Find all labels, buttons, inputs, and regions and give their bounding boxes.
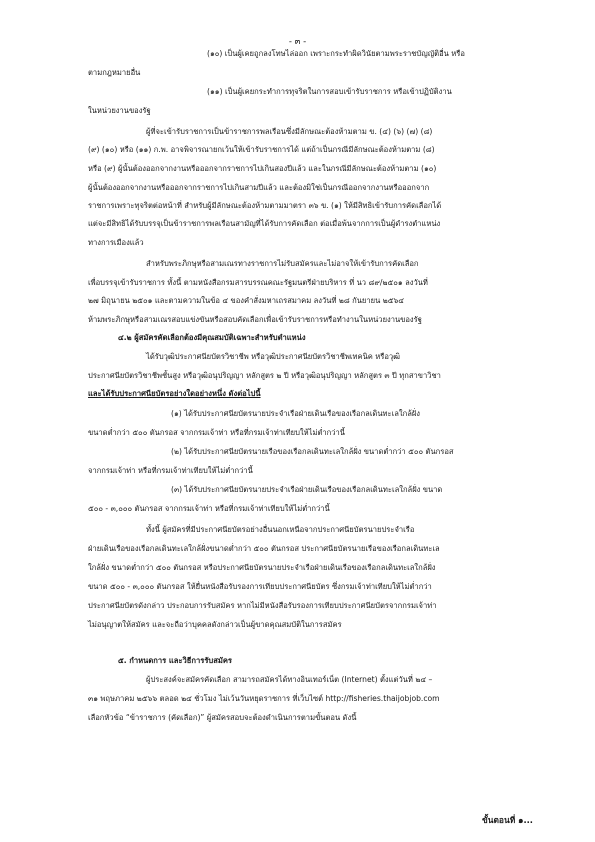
text-line: ผู้ประสงค์จะสมัครคัดเลือก สามารถสมัครได้ทางอินเทอร์เน็ต (Internet) ตั้งแต่วันที่ ๒๔ – — [146, 675, 433, 684]
text-line: ๓๑ พฤษภาคม ๒๕๖๖ ตลอด ๒๔ ชั่วโมง ไม่เว้นวันหยุดราชการ ที่เว็บไซต์ http://fisheries.thaijobjob.com — [88, 694, 440, 703]
text-line: ขนาดต่ำกว่า ๕๐๐ ตันกรอส จากกรมเจ้าท่า หรือที่กรมเจ้าท่าเทียบให้ไม่ต่ำกว่านี้ — [88, 428, 345, 437]
text-line: ในหน่วยงานของรัฐ — [88, 106, 151, 115]
text-line: ผู้ที่จะเข้ารับราชการเป็นข้าราชการพลเรือนซึ่งมีลักษณะต้องห้ามตาม ข. (๔) (๖) (๗) (๘) — [146, 127, 433, 136]
text-line: ผู้นั้นต้องออกจากงานหรือออกจากราชการไปเกินสามปีแล้ว และต้องมิใช่เป็นกรณีออกจากงานหรือออกจาก — [88, 183, 430, 192]
text-line: ห้ามพระภิกษุหรือสามเณรสอบแข่งขันหรือสอบคัดเลือกเพื่อเข้ารับราชการหรือทำงานในหน่วยงานของรัฐ — [88, 315, 422, 324]
text-line: ขนาด ๕๐๐ - ๓,๐๐๐ ตันกรอส ให้ยื่นหนังสือรับรองการเทียบประกาศนียบัตร ซึ่งกรมเจ้าท่าเทียบให้ไม่ต่ำกว่า — [88, 582, 432, 591]
section-heading: ๕. กำหนดการ และวิธีการรับสมัคร — [118, 656, 233, 665]
text-line: (๒) ได้รับประกาศนียบัตรนายเรือของเรือกลเดินทะเลใกล้ฝั่ง ขนาดต่ำกว่า ๕๐๐ ตันกรอส — [171, 447, 454, 456]
text-line: (๑๐) เป็นผู้เคยถูกลงโทษไล่ออก เพราะกระทำผิดวินัยตามพระราชบัญญัติอื่น หรือ — [207, 49, 465, 58]
text-line: ประกาศนียบัตรวิชาชีพชั้นสูง หรือวุฒิอนุปริญญา หลักสูตร ๒ ปี หรือวุฒิอนุปริญญา หลักสูตร ๓ ปี ทุกสาขาวิชา — [88, 371, 441, 380]
continued-label: ขั้นตอนที่ ๑... — [482, 815, 533, 825]
text-line: (๑๑) เป็นผู้เคยกระทำการทุจริตในการสอบเข้ารับราชการ หรือเข้าปฏิบัติงาน — [207, 87, 452, 96]
text-line: (๓) ได้รับประกาศนียบัตรนายประจำเรือฝ่ายเดินเรือของเรือกลเดินทะเลใกล้ฝั่ง ขนาด — [171, 485, 443, 494]
section-heading: ๔.๒ ผู้สมัครคัดเลือกต้องมีคุณสมบัติเฉพาะสำหรับตำแหน่ง — [118, 333, 306, 342]
text-line: ได้รับวุฒิประกาศนียบัตรวิชาชีพ หรือวุฒิประกาศนียบัตรวิชาชีพเทคนิค หรือวุฒิ — [146, 352, 401, 361]
page-number: - ๓ - — [288, 37, 307, 47]
text-line: ประกาศนียบัตรดังกล่าว ประกอบการรับสมัคร หากไม่มีหนังสือรับรองการเทียบประกาศนียบัตรจากกรมเจ้าท่า — [88, 601, 437, 610]
text-line: ๒๗ มิถุนายน ๒๕๐๑ และตามความในข้อ ๔ ของคำสั่งมหาเถรสมาคม ลงวันที่ ๒๘ กันยายน ๒๕๖๔ — [88, 296, 405, 305]
text-line: จากกรมเจ้าท่า หรือที่กรมเจ้าท่าเทียบให้ไม่ต่ำกว่านี้ — [88, 466, 253, 475]
text-line: (๙) (๑๐) หรือ (๑๑) ก.พ. อาจพิจารณายกเว้นให้เข้ารับราชการได้ แต่ถ้าเป็นกรณีมีลักษณะต้องห้ามตาม (๘) — [88, 145, 435, 154]
text-line: สำหรับพระภิกษุหรือสามเณรทางราชการไม่รับสมัครและไม่อาจให้เข้ารับการคัดเลือก — [146, 259, 419, 268]
text-line: ราชการเพราะทุจริตต่อหน้าที่ สำหรับผู้มีลักษณะต้องห้ามตามมาตรา ๓๖ ข. (๑) ให้มีสิทธิเข้ารับการคัดเลือกได้ — [88, 201, 442, 210]
text-line: เลือกหัวข้อ “ข้าราชการ (คัดเลือก)” ผู้สมัครสอบจะต้องดำเนินการตามขั้นตอน ดังนี้ — [88, 713, 357, 722]
text-line: ทั้งนี้ ผู้สมัครที่มีประกาศนียบัตรอย่างอื่นนอกเหนือจากประกาศนียบัตรนายประจำเรือ — [146, 525, 415, 534]
text-line: ไม่อนุญาตให้สมัคร และจะถือว่าบุคคลดังกล่าวเป็นผู้ขาดคุณสมบัติในการสมัคร — [88, 620, 342, 629]
text-line: ตามกฎหมายอื่น — [88, 68, 141, 77]
text-line: (๑) ได้รับประกาศนียบัตรนายประจำเรือฝ่ายเดินเรือของเรือกลเดินทะเลใกล้ฝั่ง — [171, 409, 420, 418]
text-line: และได้รับประกาศนียบัตรอย่างใดอย่างหนึ่ง ดังต่อไปนี้ — [88, 389, 261, 398]
text-line: หรือ (๙) ผู้นั้นต้องออกจากงานหรือออกจากราชการไปเกินสองปีแล้ว และในกรณีมีลักษณะต้องห้ามตาม (๑๐) — [88, 164, 437, 173]
text-line: ฝ่ายเดินเรือของเรือกลเดินทะเลใกล้ฝั่งขนาดต่ำกว่า ๕๐๐ ตันกรอส ประกาศนียบัตรนายเรือของเรือกลเดินทะเล — [88, 544, 440, 553]
text-line: ใกล้ฝั่ง ขนาดต่ำกว่า ๕๐๐ ตันกรอส หรือประกาศนียบัตรนายประจำเรือฝ่ายเดินเรือของเรือกลเดินทะเลใกล้ฝั่ง — [88, 563, 436, 572]
text-line: เพื่อบรรจุเข้ารับราชการ ทั้งนี้ ตามหนังสือกรมสารบรรณคณะรัฐมนตรีฝ่ายบริหาร ที่ นว ๘๙/๒๕๐๑ ลงวันที่ — [88, 278, 428, 287]
text-line: ๕๐๐ - ๓,๐๐๐ ตันกรอส จากกรมเจ้าท่า หรือที่กรมเจ้าท่าเทียบให้ไม่ต่ำกว่านี้ — [88, 504, 330, 513]
text-line: ทางการเมืองแล้ว — [88, 238, 144, 247]
text-line: แต่จะมีสิทธิได้รับบรรจุเป็นข้าราชการพลเรือนสามัญที่ได้รับการคัดเลือก ต่อเมื่อพ้นจากการเป็นผู้ดำรงตำแหน่ง — [88, 219, 441, 228]
